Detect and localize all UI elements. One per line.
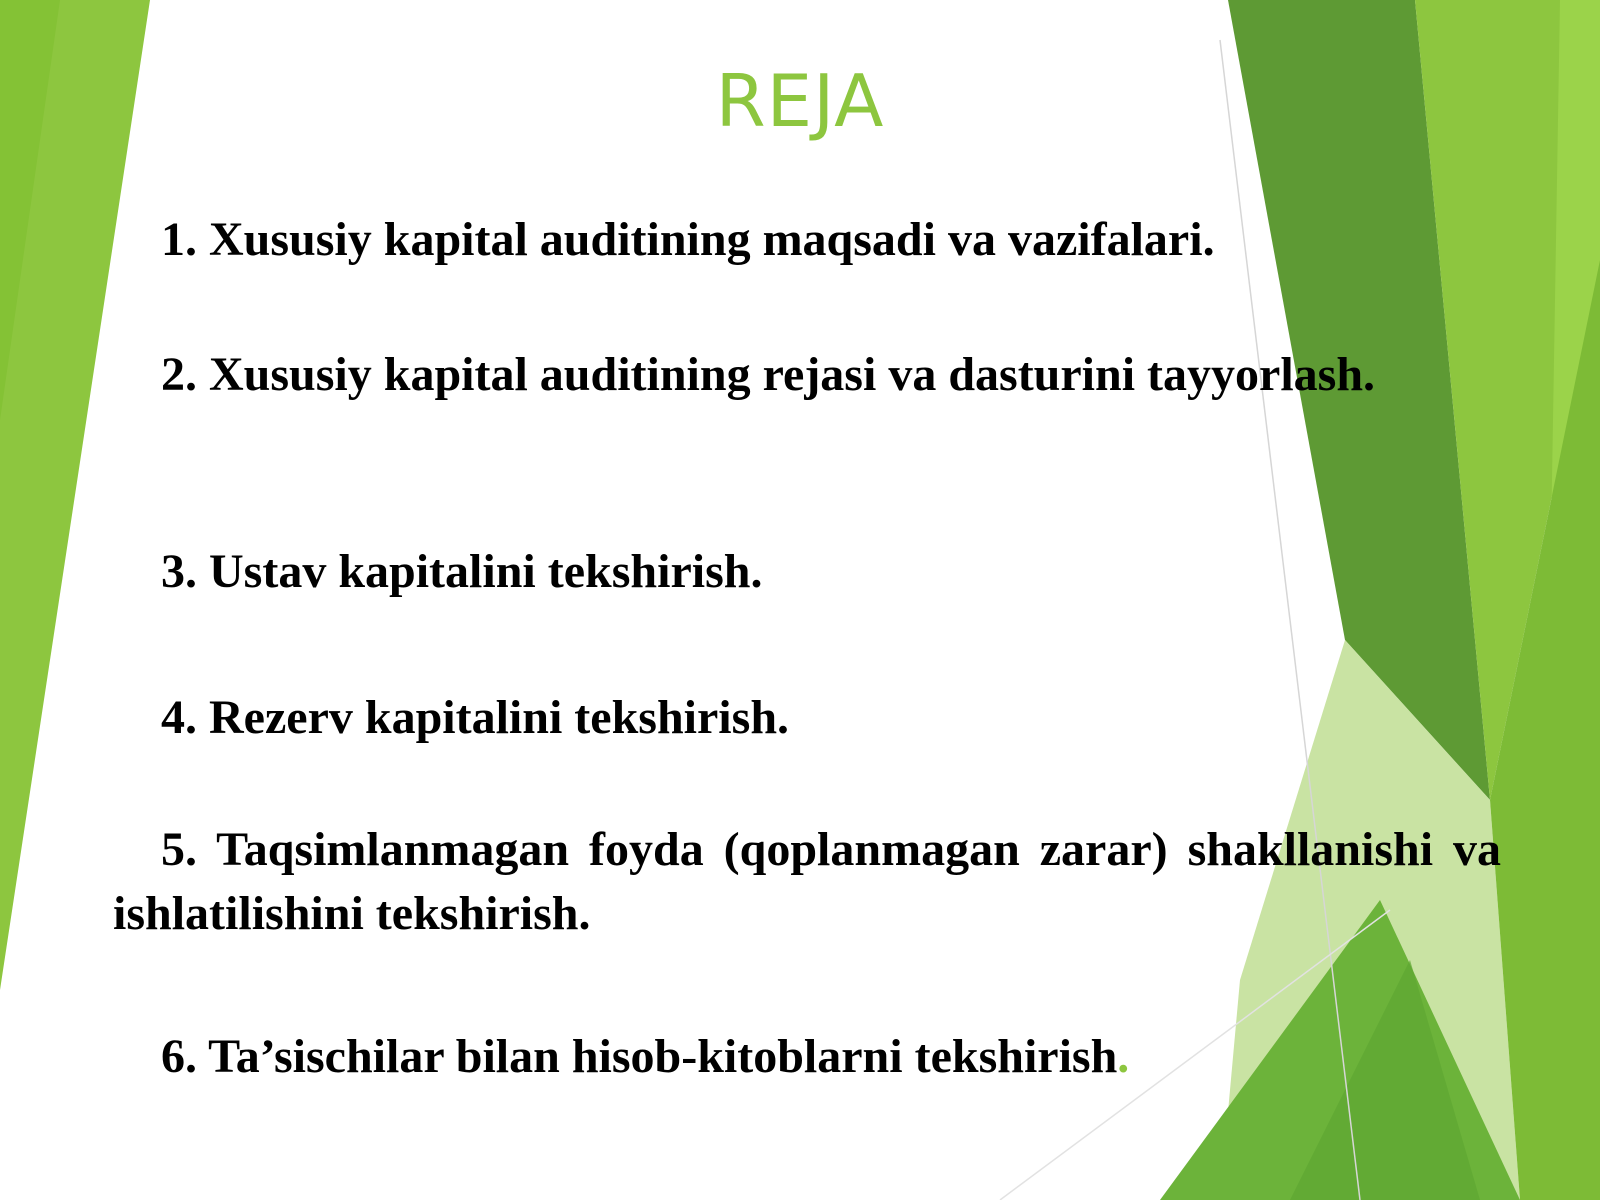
plan-item-6-text: 6. Ta’sischilar bilan hisob-kitoblarni tekshirish	[161, 1030, 1118, 1083]
plan-item-4	[113, 686, 1501, 750]
plan-item-1-text: 1. Xususiy kapital auditining maqsadi va vazifalari.	[161, 213, 1215, 266]
plan-item-6-period: .	[1117, 1030, 1130, 1083]
plan-item-1	[113, 208, 1501, 272]
plan-item-4-text: 4. Rezerv kapitalini tekshirish.	[161, 691, 790, 744]
plan-item-2-text: 2. Xususiy kapital auditining rejasi va dasturini tayyorlash.	[161, 348, 1376, 401]
plan-item-5	[113, 818, 1501, 946]
plan-item-2	[113, 343, 1501, 407]
plan-item-6	[113, 1025, 1501, 1089]
plan-item-3-text: 3. Ustav kapitalini tekshirish.	[161, 545, 763, 598]
plan-item-3	[113, 540, 1501, 604]
slide-title: REJA	[715, 59, 885, 143]
plan-item-5-text: 5. Taqsimlanmagan foyda (qoplanmagan zarar) shakllanishi va ishlatilishini tekshirish.	[113, 823, 1501, 940]
